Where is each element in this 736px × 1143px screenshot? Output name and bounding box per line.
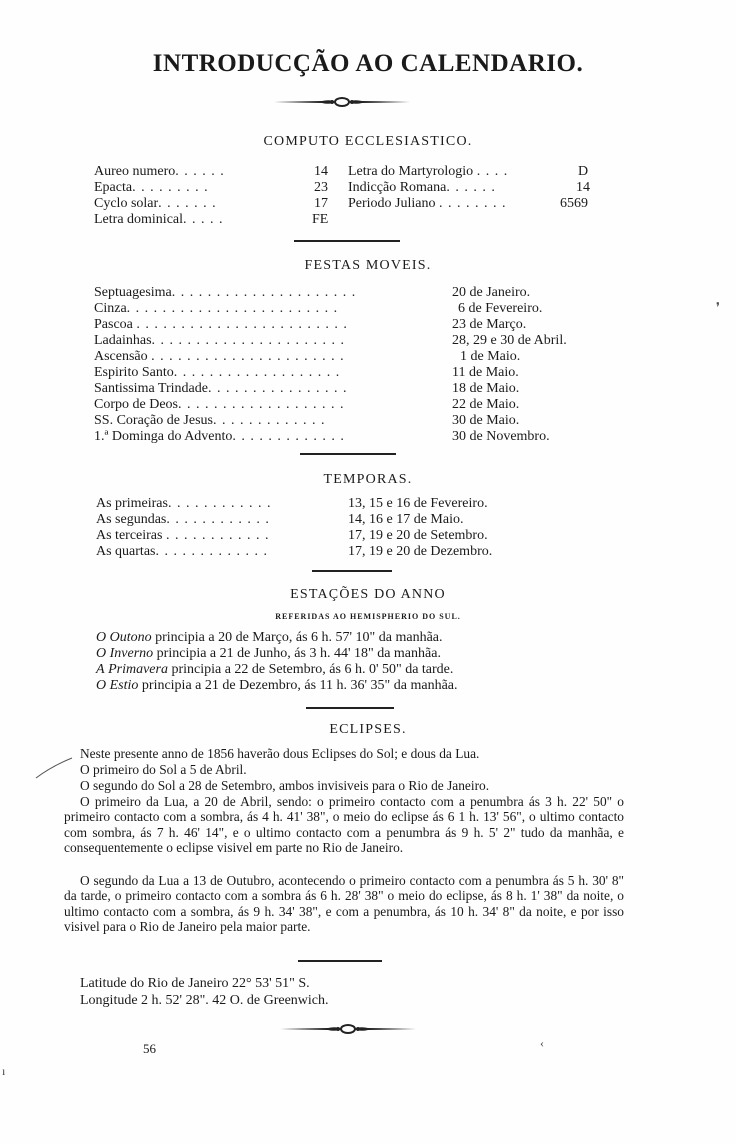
ornament-divider-top <box>272 95 412 109</box>
divider-rule <box>312 570 392 572</box>
eclipse-paragraph: O segundo da Lua a 13 de Outubro, acontecendo o primeiro contacto com a penumbra ás 5 h. 30' 8" da tarde, o primeiro contacto com a sombra ás 6 h. 28' 38" o meio do eclipse, ás 8 h. 1' 38" da noite, o ultimo contacto com a sombra, ás 9 h. 34' 38", e com a penumbra, ás 10 h. 34' 8" da noite, e por isso visivel para o Rio de Janeiro pela maior parte. <box>64 873 624 935</box>
festa-label: Pascoa . . . . . . . . . . . . . . . . . . . . . . . . <box>94 317 348 332</box>
divider-rule <box>300 453 396 455</box>
festa-label: Espirito Santo. . . . . . . . . . . . . . . . . . . <box>94 365 341 380</box>
festa-label: 1.ª Dominga do Advento. . . . . . . . . . . . . <box>94 429 345 444</box>
festa-date: 28, 29 e 30 de Abril. <box>452 333 567 348</box>
computo-row: Aureo numero. . . . . . <box>94 164 225 179</box>
page-title: INTRODUCÇÃO AO CALENDARIO. <box>152 50 584 77</box>
eclipse-paragraph: O primeiro da Lua, a 20 de Abril, sendo: o primeiro contacto com a penumbra ás 3 h. 22' 50" o primeiro contacto com a sombra, ás 4 h. 41' 38", o meio do eclipse ás 6 1 h. 13' 56", o ultimo contacto com sombra, ás 7 h. 46' 14", e o ultimo contacto com a penumbra ás 9 h. 5' 2" tudo da manhãa, e consequentemente o eclipse visivel em parte no Rio de Janeiro. <box>64 794 624 856</box>
festa-label: Santissima Trindade. . . . . . . . . . . . . . . . <box>94 381 348 396</box>
computo-value: 17 <box>314 196 328 211</box>
eclipse-paragraph: Neste presente anno de 1856 haverão dous Eclipses do Sol; e dous da Lua. <box>80 746 480 761</box>
temporas-heading: TEMPORAS. <box>323 472 413 487</box>
festa-label: Corpo de Deos. . . . . . . . . . . . . . . . . . . <box>94 397 345 412</box>
pen-mark <box>34 756 74 780</box>
tempora-date: 13, 15 e 16 de Fevereiro. <box>348 496 488 511</box>
season-row: O Estio principia a 21 de Dezembro, ás 11 h. 36' 35" da manhãa. <box>96 678 458 693</box>
divider-rule <box>306 707 394 709</box>
page-number: 56 <box>143 1041 156 1056</box>
festa-date: 18 de Maio. <box>452 381 520 396</box>
longitude-line: Longitude 2 h. 52' 28". 42 O. de Greenwich. <box>80 993 329 1008</box>
computo-row: Periodo Juliano . . . . . . . . <box>348 196 507 211</box>
ornament-divider-bottom <box>278 1022 418 1036</box>
estacoes-subheading: REFERIDAS AO HEMISPHERIO DO SUL. <box>275 612 461 621</box>
tempora-date: 14, 16 e 17 de Maio. <box>348 512 464 527</box>
divider-rule <box>294 240 400 242</box>
festa-date: 22 de Maio. <box>452 397 520 412</box>
divider-rule <box>298 960 382 962</box>
festa-date: 6 de Fevereiro. <box>458 301 543 316</box>
latitude-line: Latitude do Rio de Janeiro 22° 53' 51" S. <box>80 976 310 991</box>
tempora-date: 17, 19 e 20 de Setembro. <box>348 528 488 543</box>
computo-row: Epacta. . . . . . . . . <box>94 180 209 195</box>
tempora-label: As segundas. . . . . . . . . . . . <box>96 512 270 527</box>
tempora-label: As primeiras. . . . . . . . . . . . <box>96 496 272 511</box>
computo-heading: COMPUTO ECCLESIASTICO. <box>263 134 473 149</box>
computo-row: Cyclo solar. . . . . . . <box>94 196 217 211</box>
eclipses-heading: ECLIPSES. <box>329 722 407 737</box>
tempora-label: As quartas. . . . . . . . . . . . . <box>96 544 268 559</box>
season-row: A Primavera principia a 22 de Setembro, ás 6 h. 0' 50" da tarde. <box>96 662 454 677</box>
computo-value: 14 <box>314 164 328 179</box>
computo-value: FE <box>312 212 329 227</box>
festa-label: Ascensão . . . . . . . . . . . . . . . . . . . . . . <box>94 349 345 364</box>
computo-value: 14 <box>576 180 590 195</box>
festa-label: Septuagesima. . . . . . . . . . . . . . . . . . . . . <box>94 285 357 300</box>
festa-date: 20 de Janeiro. <box>452 285 531 300</box>
tempora-label: As terceiras . . . . . . . . . . . . <box>96 528 270 543</box>
festa-label: Ladainhas. . . . . . . . . . . . . . . . . . . . . . <box>94 333 346 348</box>
computo-row: Letra do Martyrologio . . . . <box>348 164 509 179</box>
festa-label: Cinza. . . . . . . . . . . . . . . . . . . . . . . . <box>94 301 339 316</box>
tempora-date: 17, 19 e 20 de Dezembro. <box>348 544 493 559</box>
season-row: O Outono principia a 20 de Março, ás 6 h. 57' 10" da manhãa. <box>96 630 443 645</box>
eclipse-paragraph: O primeiro do Sol a 5 de Abril. <box>80 762 247 777</box>
margin-mark: ı <box>2 1064 6 1078</box>
margin-mark: ❜ <box>716 300 720 314</box>
computo-row: Indicção Romana. . . . . . <box>348 180 496 195</box>
estacoes-heading: ESTAÇÕES DO ANNO <box>290 587 446 602</box>
festa-date: 30 de Novembro. <box>452 429 550 444</box>
computo-value: 23 <box>314 180 328 195</box>
eclipse-paragraph: O segundo do Sol a 28 de Setembro, ambos invisiveis para o Rio de Janeiro. <box>80 778 490 793</box>
computo-value: D <box>578 164 589 179</box>
season-row: O Inverno principia a 21 de Junho, ás 3 h. 44' 18" da manhãa. <box>96 646 441 661</box>
computo-row: Letra dominical. . . . . <box>94 212 224 227</box>
festa-date: 23 de Março. <box>452 317 527 332</box>
festas-heading: FESTAS MOVEIS. <box>304 258 432 273</box>
margin-mark: ‹ <box>540 1036 544 1050</box>
computo-value: 6569 <box>560 196 588 211</box>
festa-date: 11 de Maio. <box>452 365 519 380</box>
festa-date: 30 de Maio. <box>452 413 520 428</box>
festa-label: SS. Coração de Jesus. . . . . . . . . . . . . <box>94 413 326 428</box>
festa-date: 1 de Maio. <box>460 349 521 364</box>
